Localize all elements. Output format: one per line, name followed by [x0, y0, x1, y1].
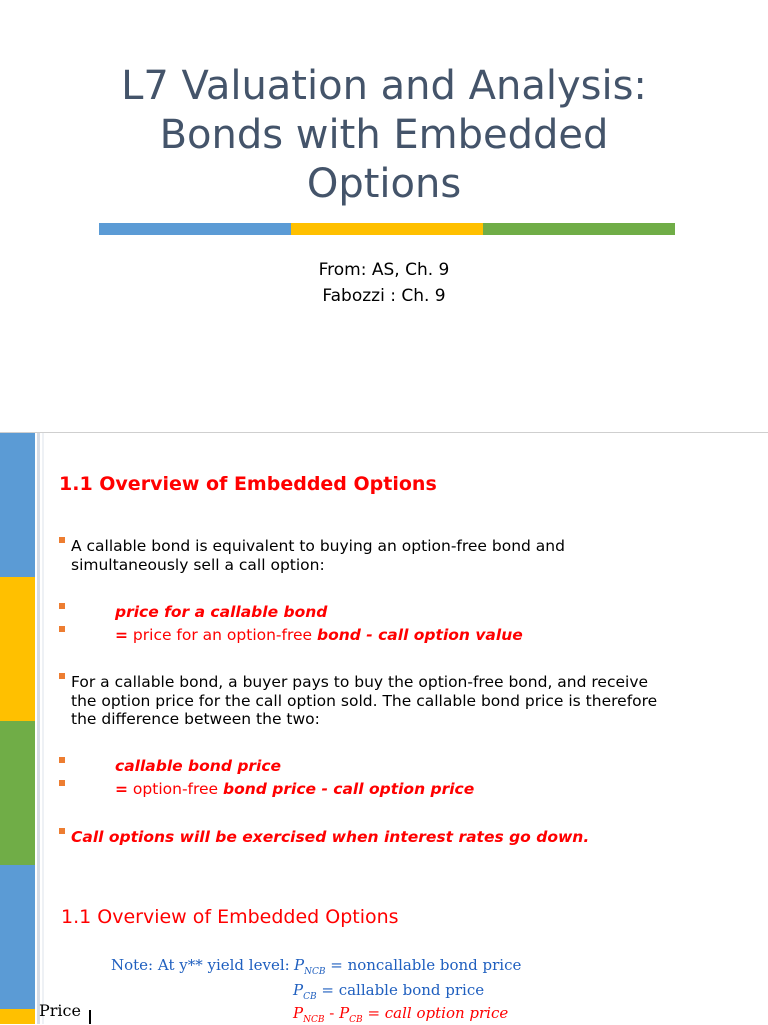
- bullet-marker: [59, 603, 65, 609]
- bullet-callable-equivalence: [59, 537, 751, 574]
- color-bar-green: [483, 223, 675, 235]
- title-line-2: Bonds with Embedded: [159, 112, 609, 158]
- bullet-exercise-note: [59, 828, 751, 847]
- minus-sign: -: [324, 1004, 340, 1022]
- bullet-equation: [59, 626, 768, 645]
- equation-bold: bond - call option value: [317, 626, 523, 644]
- bullet-callable-price: [59, 603, 768, 622]
- bullet-text: callable bond price: [115, 757, 282, 775]
- side-strip-blue: [0, 433, 35, 577]
- bullet-text-line-2: simultaneously sell a call option:: [71, 555, 325, 574]
- equals-sign: =: [115, 626, 128, 644]
- slide-title: [60, 62, 708, 209]
- p-symbol: P: [294, 956, 305, 974]
- sub-cb: CB: [303, 992, 317, 1002]
- side-rule-light: [42, 433, 44, 1024]
- title-slide: [0, 0, 768, 432]
- bullet-marker: [59, 828, 65, 834]
- def-cb-text: = callable bond price: [316, 981, 485, 999]
- section-heading: 1.1 Overview of Embedded Options: [59, 473, 437, 495]
- side-strip-yellow: [0, 577, 35, 721]
- title-line-1: L7 Valuation and Analysis:: [121, 63, 647, 109]
- note-def-ncb: [294, 956, 521, 977]
- def-ncb-text: = noncallable bond price: [325, 956, 522, 974]
- equation-plain: option-free: [128, 780, 224, 798]
- bullet-text-line-3: the difference between the two:: [71, 710, 320, 728]
- bullet-text: price for a callable bond: [115, 603, 328, 621]
- bullet-text-line-1: A callable bond is equivalent to buying an option-free bond and: [71, 537, 565, 555]
- side-strip-blue-2: [0, 865, 35, 1009]
- note-def-option: [293, 1004, 508, 1025]
- price-axis-line: [89, 1010, 91, 1024]
- side-rule: [37, 433, 40, 1024]
- bullet-callable-bond-price: [59, 757, 768, 776]
- color-bar-blue: [99, 223, 291, 235]
- p-symbol: P: [293, 981, 304, 999]
- title-line-3: Options: [306, 161, 462, 207]
- note-def-cb: [293, 981, 484, 1002]
- bullet-marker: [59, 780, 65, 786]
- bullet-marker: [59, 757, 65, 763]
- equals-sign: =: [115, 780, 128, 798]
- p-symbol: P: [293, 1004, 304, 1022]
- side-strip-green: [0, 721, 35, 865]
- subtitle-line-1: From: AS, Ch. 9: [318, 260, 450, 280]
- section-heading-2: 1.1 Overview of Embedded Options: [61, 906, 399, 928]
- note-prefix: Note: At y** yield level:: [111, 956, 290, 974]
- side-strip-yellow-2: [0, 1009, 35, 1024]
- bullet-buyer-explanation: [59, 673, 751, 729]
- bullet-marker: [59, 673, 65, 679]
- p-symbol: P: [339, 1004, 350, 1022]
- price-axis-label: Price: [39, 1001, 81, 1020]
- bullet-marker: [59, 537, 65, 543]
- equation-plain: price for an option-free: [128, 626, 318, 644]
- bullet-text: Call options will be exercised when interest rates go down.: [71, 828, 590, 846]
- bullet-text-line-1: For a callable bond, a buyer pays to buy the option-free bond, and receive: [71, 673, 649, 691]
- def-option-text: = call option price: [362, 1004, 509, 1022]
- subtitle-line-2: Fabozzi : Ch. 9: [322, 286, 446, 306]
- color-bar: [99, 223, 675, 235]
- slide-subtitle: [0, 257, 768, 309]
- color-bar-yellow: [291, 223, 483, 235]
- bullet-equation-2: [59, 780, 768, 799]
- bullet-marker: [59, 626, 65, 632]
- sub-ncb: NCB: [304, 967, 326, 977]
- content-slide: [0, 433, 768, 1024]
- sub-cb: CB: [349, 1015, 363, 1025]
- equation-bold: bond price - call option price: [223, 780, 475, 798]
- sub-ncb: NCB: [303, 1015, 325, 1025]
- bullet-text-line-2: the option price for the call option sold. The callable bond price is therefore: [71, 691, 658, 710]
- side-color-strip: [0, 433, 35, 1024]
